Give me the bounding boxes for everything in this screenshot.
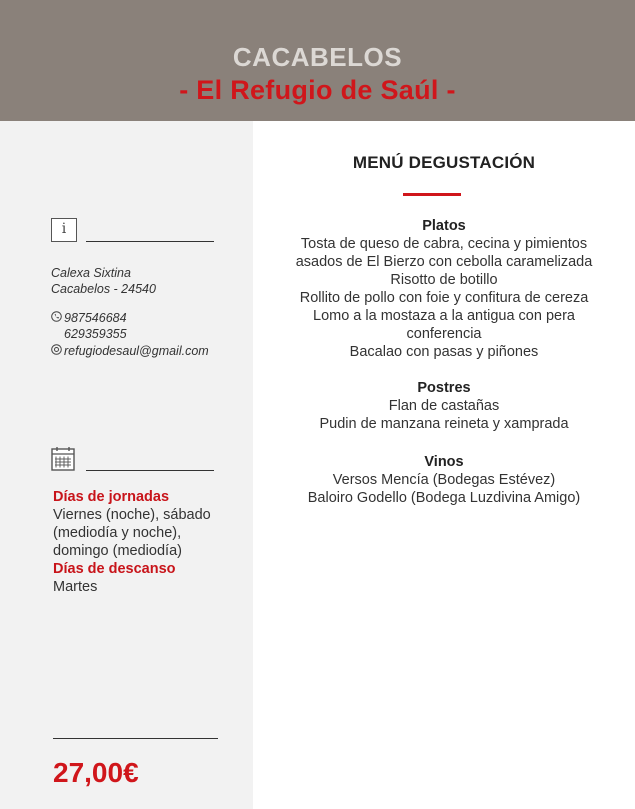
info-divider <box>86 241 214 242</box>
phone-1 <box>51 311 127 325</box>
schedule-divider <box>86 470 214 471</box>
email <box>51 344 209 358</box>
restaurant-name: - El Refugio de Saúl - <box>179 75 456 105</box>
open-days-line-3: domingo (mediodía) <box>53 543 182 559</box>
menu-item: Rollito de pollo con foie y confitura de cereza <box>299 290 589 306</box>
phone-number-2: 629359355 <box>64 327 127 341</box>
menu-item: Flan de castañas <box>388 398 500 414</box>
menu-item: Bacalao con pasas y piñones <box>349 344 539 360</box>
menu-item: asados de El Bierzo con cebolla caramelizada <box>295 254 593 270</box>
menu-item: Versos Mencía (Bodegas Estévez) <box>332 472 556 488</box>
schedule <box>53 488 211 596</box>
price: 27,00€ <box>53 757 139 788</box>
email-address: refugiodesaul@gmail.com <box>64 344 209 358</box>
phone-number-1: 987546684 <box>64 311 127 325</box>
header-banner <box>0 0 635 121</box>
sidebar <box>0 121 253 809</box>
menu-item: Tosta de queso de cabra, cecina y pimientos <box>300 236 588 252</box>
closed-days-label: Días de descanso <box>53 561 176 577</box>
section-title: Platos <box>422 218 466 234</box>
calendar-icon <box>51 446 75 471</box>
menu-item: Pudin de manzana reineta y xamprada <box>319 416 569 432</box>
price-divider <box>53 738 218 739</box>
menu-section-postres <box>253 379 635 433</box>
section-title: Vinos <box>424 454 464 470</box>
menu-section-vinos <box>253 453 635 507</box>
at-icon <box>51 344 62 358</box>
phone-icon <box>51 311 62 325</box>
menu-item: Risotto de botillo <box>390 272 498 288</box>
menu-item: conferencia <box>406 326 482 342</box>
open-days-line-2: (mediodía y noche), <box>53 525 182 541</box>
address-line-1: Calexa Sixtina <box>51 266 131 280</box>
menu-item: Baloiro Godello (Bodega Luzdivina Amigo) <box>307 490 581 506</box>
city-title: CACABELOS <box>232 42 403 72</box>
title-accent-rule <box>403 193 461 196</box>
open-days-line-1: Viernes (noche), sábado <box>53 507 211 523</box>
closed-days-value: Martes <box>53 579 98 595</box>
info-icon: i <box>51 218 77 242</box>
open-days-label: Días de jornadas <box>53 489 170 505</box>
address-line-2: Cacabelos - 24540 <box>51 282 156 296</box>
menu-section-platos <box>253 217 635 361</box>
section-title: Postres <box>417 380 471 396</box>
phone-2 <box>64 327 127 341</box>
menu-item: Lomo a la mostaza a la antigua con pera <box>313 308 575 324</box>
menu-title: MENÚ DEGUSTACIÓN <box>352 153 536 172</box>
